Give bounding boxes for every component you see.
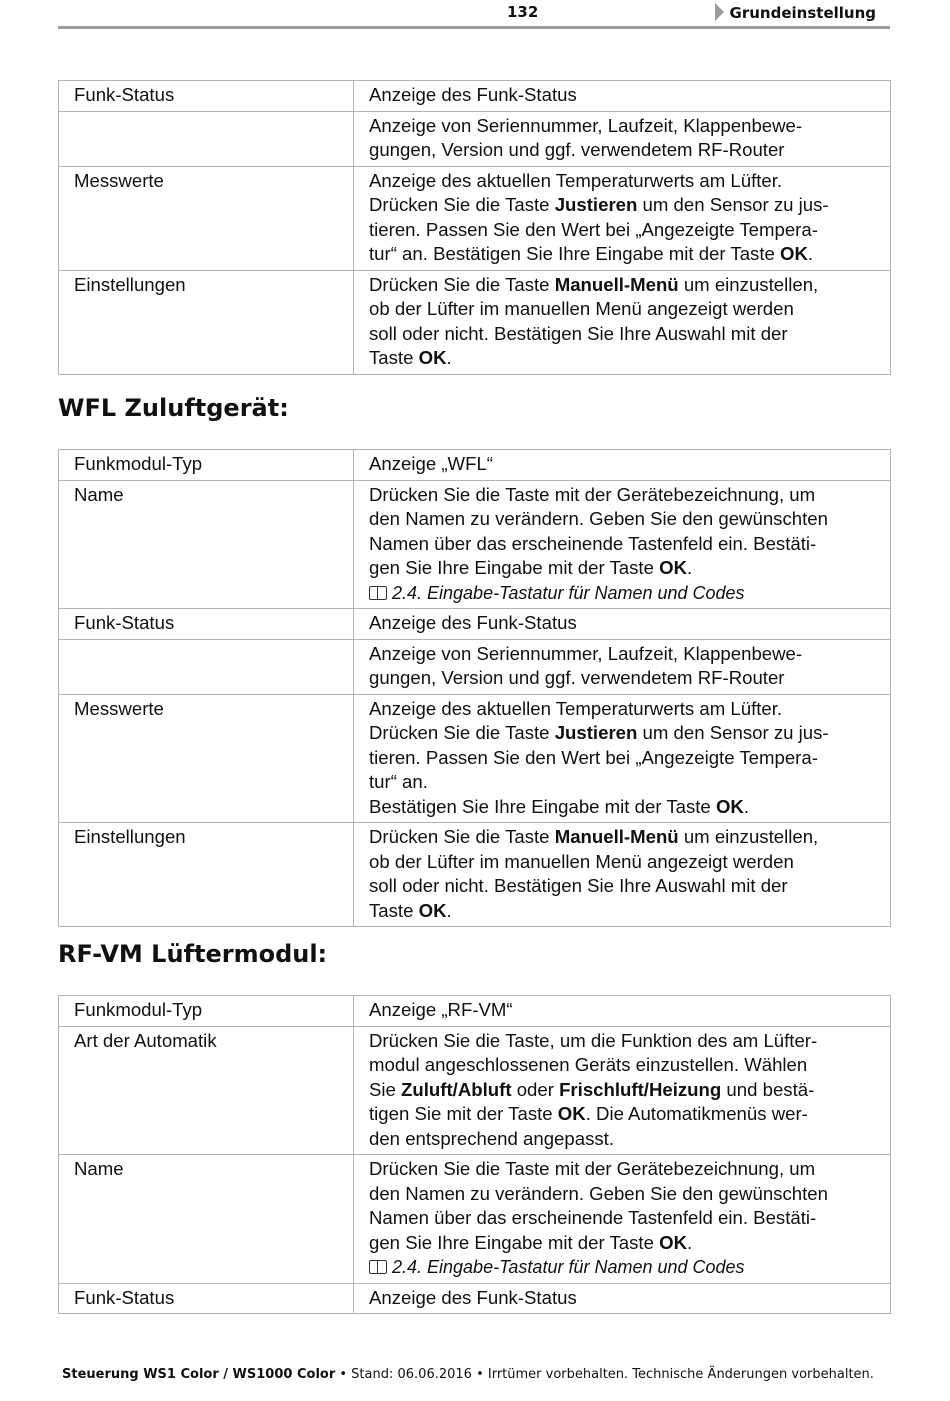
value-text: oder bbox=[511, 1078, 560, 1100]
row-label: Funkmodul-Typ bbox=[59, 450, 354, 481]
value-text: um den Sensor zu jus- tieren. Passen Sie den Wert bei „Angezeigte Tempera- tur“ an. Bestätigen Sie Ihre Eingabe mit der Taste bbox=[369, 722, 829, 817]
value-text: Drücken Sie die Taste bbox=[369, 273, 555, 295]
row-label: Art der Automatik bbox=[59, 1026, 354, 1155]
key-name: OK bbox=[418, 899, 447, 921]
section-heading-rfvm: RF-VM Lüftermodul: bbox=[58, 940, 328, 968]
key-name: OK bbox=[418, 347, 447, 368]
value-text: um den Sensor zu jus- tieren. Passen Sie den Wert bei „Angezeigte Tempera- tur“ an. Bestätigen Sie Ihre Eingabe mit der Taste bbox=[369, 194, 829, 264]
row-label: Funk-Status bbox=[59, 81, 354, 112]
value-text: . bbox=[687, 557, 693, 578]
row-value: Anzeige des Funk-Status bbox=[354, 609, 891, 640]
value-text: Drücken Sie die Taste mit der Gerätebezeichnung, um den Namen zu verändern. Geben Sie den gewünschten Namen über das erscheinende Tastenfeld ein. Bestäti- gen Sie Ihre Eingabe mit der Taste bbox=[369, 483, 828, 578]
section-title-text: Grundeinstellung bbox=[729, 4, 876, 22]
value-text: . bbox=[446, 899, 452, 921]
row-value: Anzeige von Seriennummer, Laufzeit, Klappenbewe- gungen, Version und ggf. verwendetem RF-Router bbox=[354, 111, 891, 166]
table-row bbox=[59, 81, 891, 112]
key-name: Justieren bbox=[554, 194, 638, 215]
row-label: Funk-Status bbox=[59, 609, 354, 640]
row-label: Einstellungen bbox=[59, 823, 354, 927]
row-value bbox=[354, 166, 891, 270]
value-text: Drücken Sie die Taste, um die Funktion des am Lüfter- modul angeschlossenen Geräts einzustellen. Wählen Sie bbox=[369, 1029, 818, 1100]
key-name: OK bbox=[557, 1103, 586, 1124]
section-title bbox=[715, 3, 876, 22]
value-text: um einzustellen, ob der Lüfter im manuellen Menü angezeigt werden soll oder nicht. Bestätigen Sie Ihre Auswahl mit der Taste bbox=[369, 826, 819, 921]
value-text: Anzeige des aktuellen Temperaturwerts am Lüfter. Drücken Sie die Taste bbox=[369, 697, 783, 743]
value-text: Anzeige des aktuellen Temperaturwerts am Lüfter. Drücken Sie die Taste bbox=[369, 169, 783, 215]
value-text: . Die Automatikmenüs wer- den entsprechend angepasst. bbox=[369, 1103, 808, 1149]
page-header bbox=[58, 0, 890, 29]
row-label bbox=[59, 639, 354, 694]
row-label: Messwerte bbox=[59, 694, 354, 823]
key-name: OK bbox=[715, 795, 744, 817]
value-text: . bbox=[807, 243, 814, 264]
table-row bbox=[59, 166, 891, 270]
row-value bbox=[354, 270, 891, 374]
row-label: Funk-Status bbox=[59, 1283, 354, 1314]
radio-status-table bbox=[58, 80, 891, 375]
key-name: Zuluft/Abluft bbox=[401, 1078, 512, 1100]
value-text: und bestä- tigen Sie mit der Taste bbox=[369, 1078, 815, 1124]
row-value: Anzeige von Seriennummer, Laufzeit, Klappenbewe- gungen, Version und ggf. verwendetem RF-Router bbox=[354, 639, 891, 694]
row-value: Anzeige „RF-VM“ bbox=[354, 996, 891, 1027]
table-row bbox=[59, 111, 891, 166]
table-row bbox=[59, 694, 891, 823]
section-heading-wfl: WFL Zuluftgerät: bbox=[58, 394, 289, 422]
page-footer bbox=[62, 1367, 874, 1382]
footer-product: Steuerung WS1 Color / WS1000 Color bbox=[62, 1367, 336, 1382]
table-row bbox=[59, 996, 891, 1027]
row-label: Funkmodul-Typ bbox=[59, 996, 354, 1027]
row-label: Name bbox=[59, 480, 354, 609]
row-value bbox=[354, 823, 891, 927]
key-name: Justieren bbox=[554, 722, 638, 743]
footer-note: • Stand: 06.06.2016 • Irrtümer vorbehalten. Technische Änderungen vorbehalten. bbox=[335, 1367, 874, 1382]
table-row bbox=[59, 480, 891, 609]
table-row bbox=[59, 1026, 891, 1155]
value-text: um einzustellen, ob der Lüfter im manuellen Menü angezeigt werden soll oder nicht. Bestätigen Sie Ihre Auswahl mit der Taste bbox=[369, 273, 819, 368]
row-label: Name bbox=[59, 1155, 354, 1284]
row-value bbox=[354, 1026, 891, 1155]
page-number: 132 bbox=[507, 3, 539, 21]
value-text: Drücken Sie die Taste mit der Gerätebezeichnung, um den Namen zu verändern. Geben Sie den gewünschten Namen über das erscheinende Tastenfeld ein. Bestäti- gen Sie Ihre Eingabe mit der Taste bbox=[369, 1158, 828, 1253]
section-arrow-icon bbox=[715, 3, 724, 21]
value-text: . bbox=[687, 1231, 693, 1253]
value-text: Drücken Sie die Taste bbox=[369, 826, 555, 847]
row-value: Anzeige „WFL“ bbox=[354, 450, 891, 481]
row-value bbox=[354, 694, 891, 823]
row-label: Einstellungen bbox=[59, 270, 354, 374]
table-row bbox=[59, 450, 891, 481]
table-row bbox=[59, 270, 891, 374]
row-value bbox=[354, 1155, 891, 1284]
table-row bbox=[59, 823, 891, 927]
row-value: Anzeige des Funk-Status bbox=[354, 81, 891, 112]
value-text: . bbox=[743, 795, 750, 817]
table-row bbox=[59, 1155, 891, 1284]
cross-reference-link[interactable] bbox=[369, 583, 745, 603]
book-icon bbox=[369, 586, 387, 600]
cross-reference-text: 2.4. Eingabe-Tastatur für Namen und Codes bbox=[392, 582, 745, 603]
key-name: Manuell-Menü bbox=[554, 826, 679, 847]
key-name: Frischluft/Heizung bbox=[559, 1078, 722, 1100]
key-name: OK bbox=[659, 1231, 687, 1253]
row-value bbox=[354, 480, 891, 609]
row-value: Anzeige des Funk-Status bbox=[354, 1283, 891, 1314]
row-label: Messwerte bbox=[59, 166, 354, 270]
table-row bbox=[59, 639, 891, 694]
key-name: OK bbox=[780, 243, 808, 264]
cross-reference-text: 2.4. Eingabe-Tastatur für Namen und Codes bbox=[392, 1257, 745, 1277]
key-name: OK bbox=[659, 557, 687, 578]
key-name: Manuell-Menü bbox=[554, 273, 679, 295]
value-text: . bbox=[446, 347, 452, 368]
rfvm-settings-table bbox=[58, 995, 891, 1314]
cross-reference-link[interactable] bbox=[369, 1257, 745, 1277]
book-icon bbox=[369, 1260, 387, 1274]
table-row bbox=[59, 1283, 891, 1314]
wfl-settings-table bbox=[58, 449, 891, 927]
row-label bbox=[59, 111, 354, 166]
table-row bbox=[59, 609, 891, 640]
